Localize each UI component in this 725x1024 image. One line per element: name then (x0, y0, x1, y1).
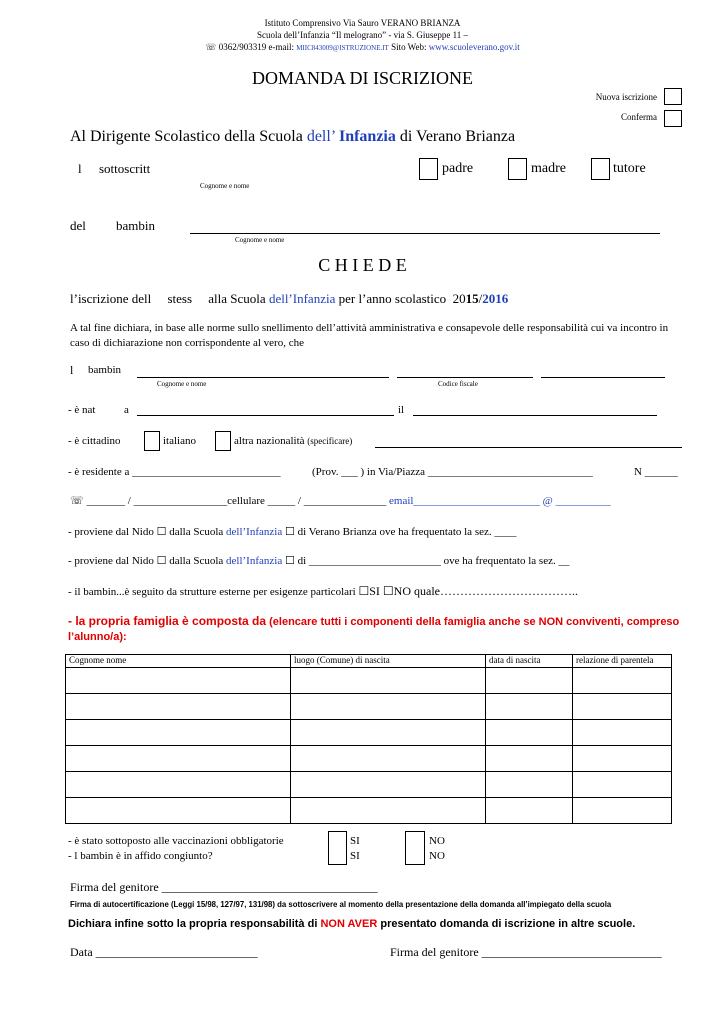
nat-label: - è nat (68, 404, 96, 416)
header-relazione: relazione di parentela (573, 655, 672, 668)
madre-label: madre (531, 161, 566, 176)
padre-checkbox[interactable] (419, 158, 438, 180)
no-label-1: NO (429, 835, 445, 847)
family-table (65, 654, 672, 824)
table-row (66, 746, 672, 772)
table-cell[interactable] (66, 772, 291, 798)
table-cell[interactable] (66, 668, 291, 694)
si-label-2: SI (350, 850, 360, 862)
declaration-text: A tal fine dichiara, in base alle norme sullo snellimento dell’attività amministrativa e consapevole delle responsabilità cui va incontro in caso di dichiarazione non corrispondente al vero, che (70, 322, 669, 349)
table-cell[interactable] (291, 720, 486, 746)
applicant-label: sottoscritt (99, 161, 151, 176)
bambino-name-line-2[interactable] (397, 377, 533, 378)
child-name-line[interactable] (190, 233, 660, 234)
header-luogo: luogo (Comune) di nascita (291, 655, 486, 668)
child-hint: Cognome e nome (235, 236, 285, 244)
telephone-icon: ☏ (205, 42, 217, 52)
famiglia-heading: - la propria famiglia è composta da (elencare tutti i componenti della famiglia anche se NON conviventi, compreso l’alunno/a): (68, 614, 680, 643)
affido-question: - l bambin è in affido congiunto? (68, 850, 213, 862)
nido-line-1: - proviene dal Nido ☐ dalla Scuola dell’Infanzia ☐ di Verano Brianza ove ha frequentato la sez. ____ (68, 526, 517, 538)
table-row (66, 772, 672, 798)
table-row (66, 798, 672, 824)
email-field[interactable]: email_______________________ @ __________ (389, 495, 611, 507)
nuova-label: Nuova iscrizione (595, 92, 657, 102)
autocertificazione-note: Firma di autocertificazione (Leggi 15/98, 127/97, 131/98) da sottoscrivere al momento della presentazione della domanda all’impiegato della scuola (70, 900, 612, 909)
vaccini-question: - è stato sottoposto alle vaccinazioni obbligatorie (68, 835, 284, 847)
contact-line: ☏ 0362/903319 e-mail: MIIC843009@ISTRUZIONE.IT Sito Web: www.scuoleverano.gov.it (205, 42, 520, 52)
codice-fiscale-hint: Codice fiscale (438, 380, 478, 388)
dichiarazione: Dichiara infine sotto la propria responsabilità di NON AVER presentato domanda di iscrizione in altre scuole. (68, 918, 636, 930)
si-label-1: SI (350, 835, 360, 847)
nuova-checkbox[interactable] (664, 88, 682, 105)
nat-il-label: il (398, 404, 405, 416)
birthplace-line[interactable] (137, 415, 394, 416)
nat-a-label: a (124, 404, 129, 416)
table-cell[interactable] (486, 694, 573, 720)
table-cell[interactable] (486, 798, 573, 824)
table-row (66, 694, 672, 720)
padre-label: padre (442, 161, 474, 176)
table-cell[interactable] (66, 694, 291, 720)
birthdate-line[interactable] (413, 415, 657, 416)
cittadino-label: - è cittadino (68, 435, 121, 447)
firma-genitore-2: Firma del genitore ______________________________ (390, 945, 662, 959)
nido-line-2: - proviene dal Nido ☐ dalla Scuola dell’Infanzia ☐ di ________________________ ove ha frequentato la sez. __ (68, 555, 570, 567)
table-cell[interactable] (486, 746, 573, 772)
tutore-label: tutore (613, 161, 646, 176)
applicant-l: l (78, 161, 82, 176)
applicant-hint: Cognome e nome (200, 182, 250, 190)
page-title: DOMANDA DI ISCRIZIONE (252, 68, 473, 88)
table-cell[interactable] (291, 668, 486, 694)
table-cell[interactable] (573, 772, 672, 798)
field-bambin: bambin (88, 364, 121, 376)
bambino-name-line[interactable] (137, 377, 389, 378)
seguito-line: - il bambin...è seguito da strutture esterne per esigenze particolari ☐SI ☐NO quale…………………………….. (68, 584, 578, 598)
data-field: Data ___________________________ (70, 945, 258, 959)
child-del: del (70, 218, 86, 233)
table-cell[interactable] (486, 668, 573, 694)
table-cell[interactable] (291, 694, 486, 720)
table-cell[interactable] (291, 746, 486, 772)
header-data: data di nascita (486, 655, 573, 668)
email-link[interactable]: MIIC843009@ISTRUZIONE.IT (296, 44, 389, 52)
no-label-2: NO (429, 850, 445, 862)
nazionalita-line[interactable] (375, 447, 682, 448)
table-row (66, 720, 672, 746)
firma-genitore-1: Firma del genitore ____________________________________ (70, 880, 378, 894)
table-cell[interactable] (66, 798, 291, 824)
telephone-icon: ☏ (70, 495, 84, 507)
tutore-checkbox[interactable] (591, 158, 610, 180)
table-cell[interactable] (573, 668, 672, 694)
field-l: l (70, 363, 74, 377)
child-label: bambin (116, 218, 155, 233)
table-cell[interactable] (291, 798, 486, 824)
altra-checkbox[interactable] (215, 431, 231, 451)
table-cell[interactable] (573, 746, 672, 772)
no-checkbox[interactable] (405, 831, 425, 865)
residente-label: - è residente a ___________________________ (68, 466, 281, 478)
table-cell[interactable] (486, 772, 573, 798)
addressee: Al Dirigente Scolastico della Scuola dell’ Infanzia di Verano Brianza (70, 128, 516, 145)
table-cell[interactable] (486, 720, 573, 746)
school-name: Istituto Comprensivo Via Sauro VERANO BRIANZA (264, 18, 461, 28)
bambino-hint: Cognome e nome (157, 380, 207, 388)
italiano-checkbox[interactable] (144, 431, 160, 451)
conferma-checkbox[interactable] (664, 110, 682, 127)
contacts-line: ☏ _______ / _________________cellulare _____ / _______________ email_______________________ @ __________ (70, 495, 611, 507)
website-link[interactable]: www.scuoleverano.gov.it (428, 42, 520, 52)
table-row (66, 668, 672, 694)
madre-checkbox[interactable] (508, 158, 527, 180)
via-label: (Prov. ___ ) in Via/Piazza ______________________________ (312, 466, 593, 478)
italiano-label: italiano (163, 435, 196, 447)
header-cognome: Cognome nome (66, 655, 291, 668)
table-cell[interactable] (573, 694, 672, 720)
civico-label: N ______ (634, 466, 678, 478)
chiede-heading: C H I E D E (318, 255, 407, 275)
enrolment-line: l’iscrizione dell stess alla Scuola dell’Infanzia per l’anno scolastico 2015/2016 (70, 291, 509, 306)
altra-label: altra nazionalità (specificare) (234, 435, 353, 447)
school-address: Scuola dell’Infanzia “Il melograno” - via S. Giuseppe 11 – (256, 30, 469, 40)
conferma-label: Conferma (621, 112, 657, 122)
codice-fiscale-line[interactable] (541, 377, 665, 378)
table-cell[interactable] (66, 720, 291, 746)
table-cell[interactable] (573, 720, 672, 746)
si-checkbox[interactable] (328, 831, 347, 865)
table-header-row (66, 655, 672, 668)
table-cell[interactable] (573, 798, 672, 824)
table-cell[interactable] (291, 772, 486, 798)
table-cell[interactable] (66, 746, 291, 772)
